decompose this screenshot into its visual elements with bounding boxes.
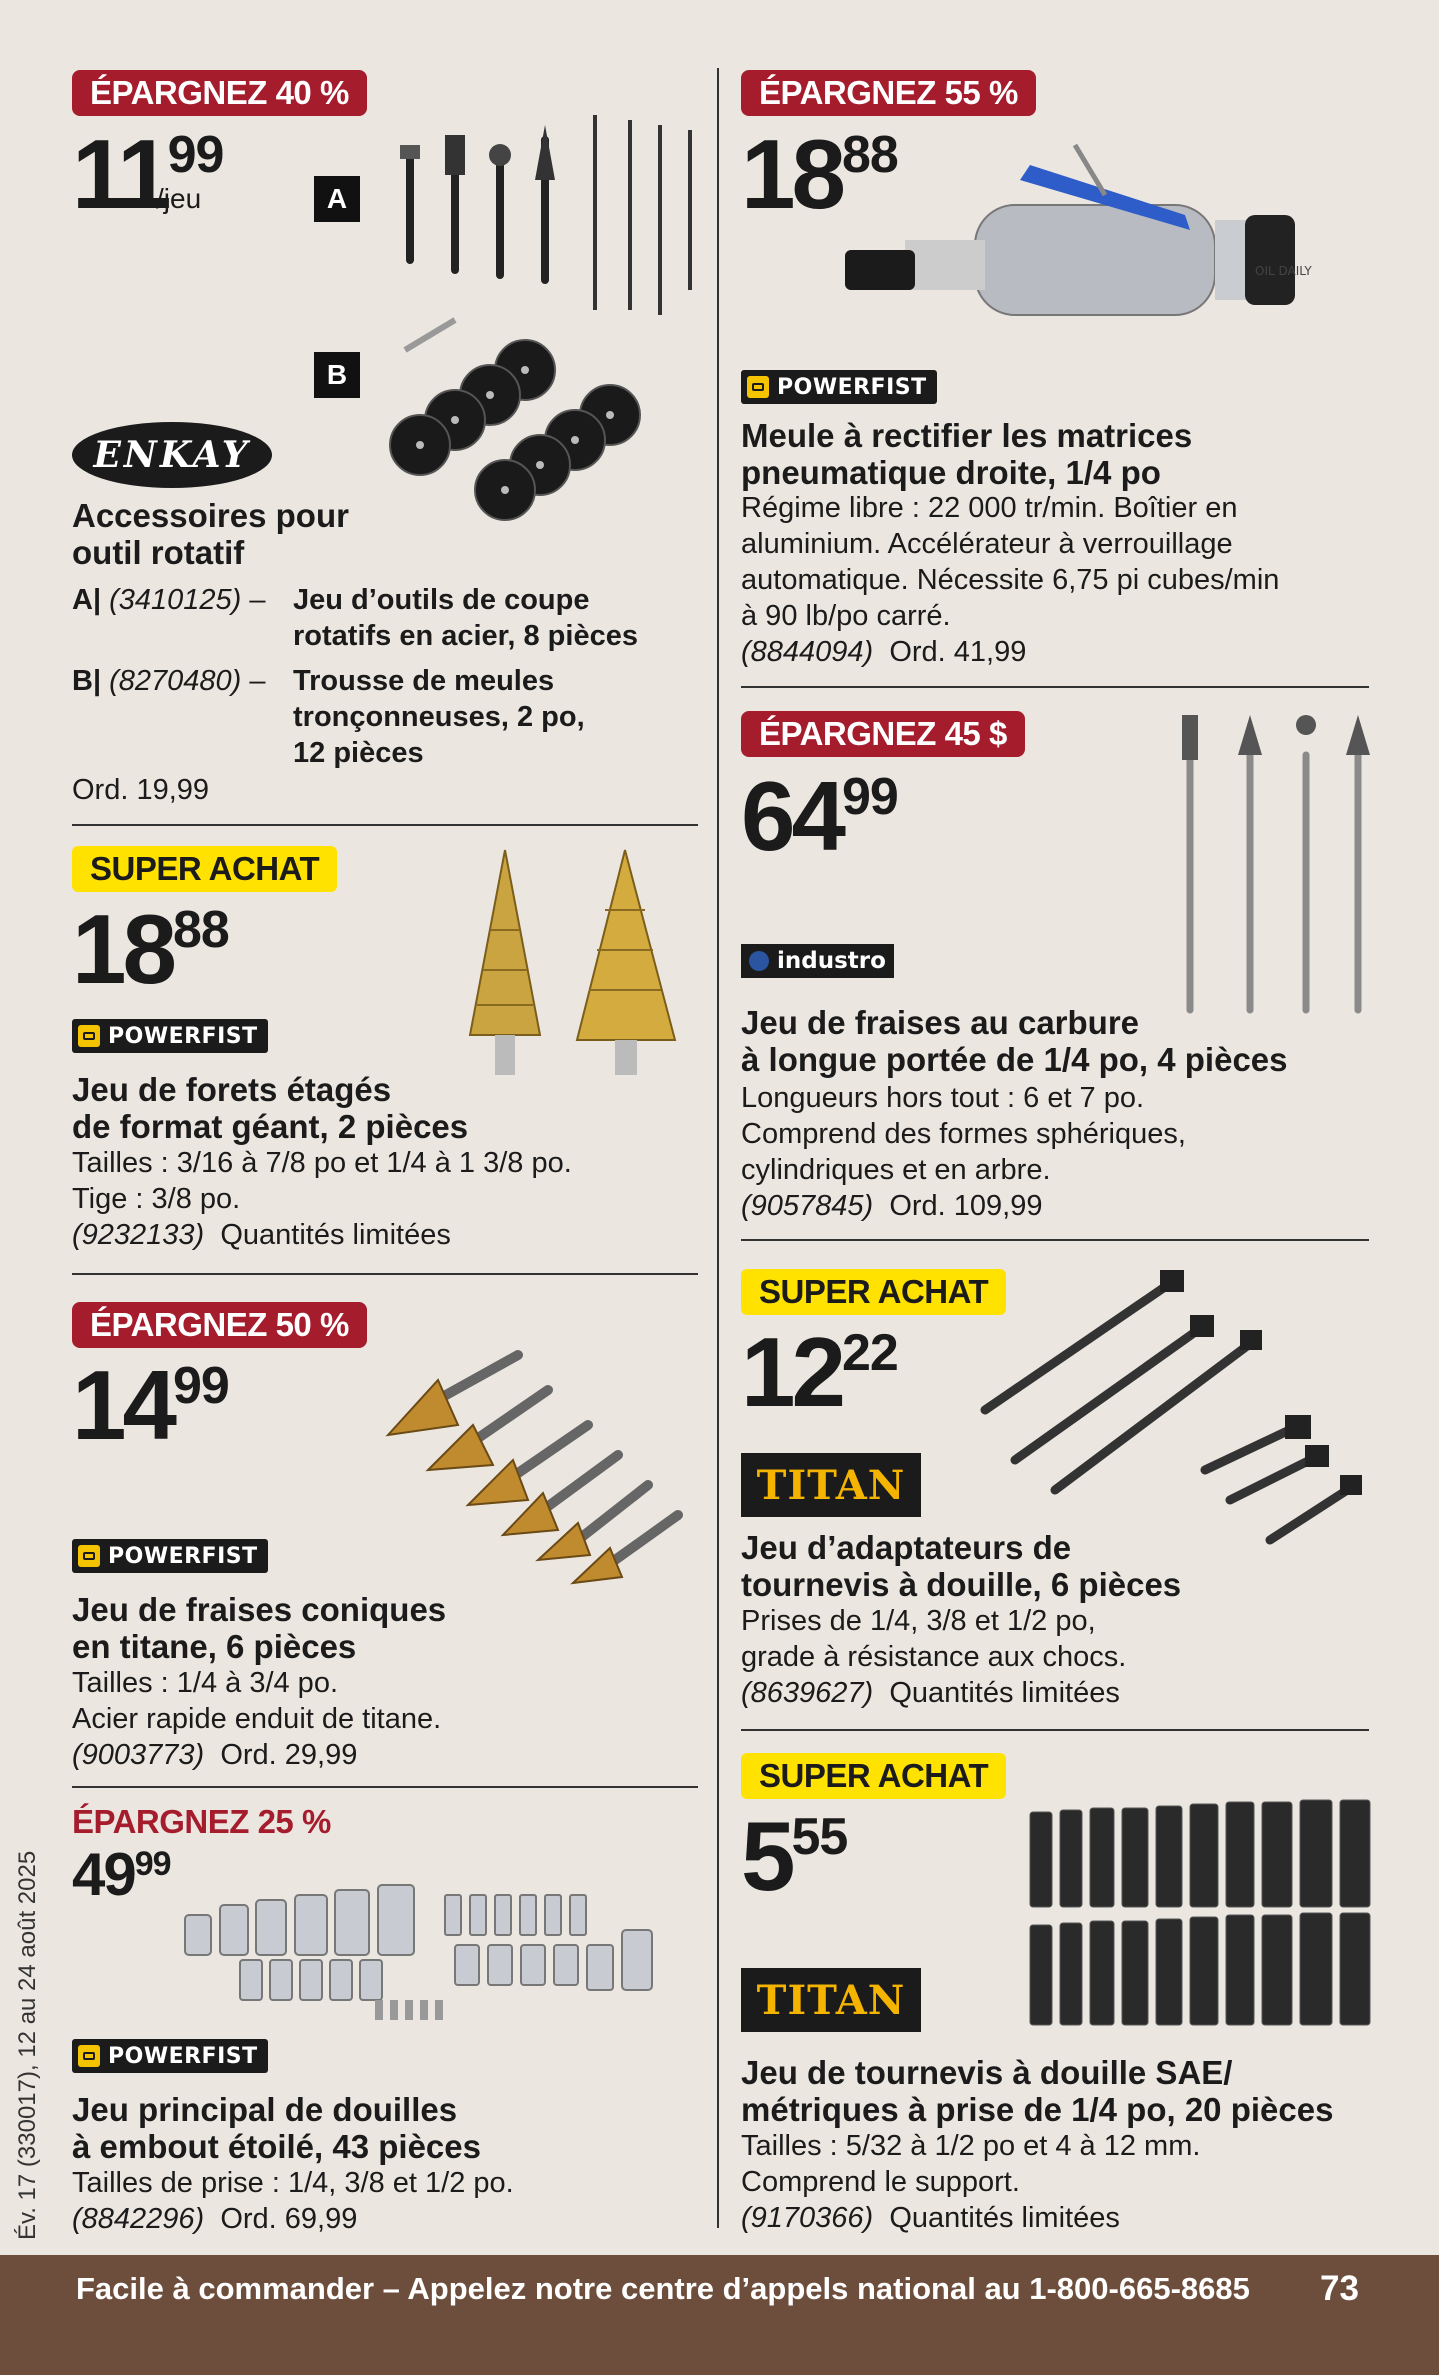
desc-line: Tige : 3/8 po. xyxy=(72,1183,241,1215)
brand-name: POWERFIST xyxy=(777,374,927,400)
option-a-dash: – xyxy=(249,584,266,616)
price-dollars: 64 xyxy=(741,761,843,871)
title-line: métriques à prise de 1/4 po, 20 pièces xyxy=(741,2091,1334,2128)
option-b xyxy=(72,663,702,769)
price xyxy=(72,119,224,229)
step-bits-image xyxy=(465,850,705,1080)
super-buy-badge: SUPER ACHAT xyxy=(741,1753,1006,1799)
desc-line: cylindriques et en arbre. xyxy=(741,1154,1051,1186)
edition-note: Év. 17 (330017), 12 au 24 août 2025 xyxy=(14,1850,41,2240)
price-cents: 88 xyxy=(842,126,898,184)
desc-line: aluminium. Accélérateur à verrouillage xyxy=(741,528,1233,560)
sku: (9057845) xyxy=(741,1190,874,1222)
price-cents: 99 xyxy=(842,768,898,826)
product-description xyxy=(741,490,1371,670)
brand-name: POWERFIST xyxy=(108,1023,258,1049)
title-line: outil rotatif xyxy=(72,534,245,571)
desc-line: Tailles : 5/32 à 1/2 po et 4 à 12 mm. xyxy=(741,2130,1201,2162)
desc-line: Régime libre : 22 000 tr/min. Boîtier en xyxy=(741,492,1238,524)
product-description xyxy=(741,1080,1371,1224)
footer-phone-text[interactable]: Facile à commander – Appelez notre centre d’appels national au 1-800-665-8685 xyxy=(76,2271,1250,2306)
super-buy-badge: SUPER ACHAT xyxy=(741,1269,1006,1315)
desc-line: grade à résistance aux chocs. xyxy=(741,1641,1127,1673)
savings-text: ÉPARGNEZ 25 % xyxy=(72,1803,331,1840)
product-description xyxy=(72,2165,712,2237)
price-cents: 22 xyxy=(842,1324,898,1382)
savings-badge: ÉPARGNEZ 40 % xyxy=(72,70,367,116)
product-title xyxy=(72,2091,481,2165)
product-title xyxy=(741,417,1192,491)
regular-price: Ord. 41,99 xyxy=(889,636,1027,668)
savings-badge: ÉPARGNEZ 55 % xyxy=(741,70,1036,116)
product-description xyxy=(741,2128,1371,2236)
product-description xyxy=(741,1603,1371,1711)
titan-logo: TITAN xyxy=(741,1453,921,1517)
price-cents: 88 xyxy=(173,901,229,959)
price-cents: 99 xyxy=(173,1357,229,1415)
title-line: Meule à rectifier les matrices xyxy=(741,417,1193,454)
product-title xyxy=(741,1529,1181,1603)
price-unit: /jeu xyxy=(156,183,202,214)
divider xyxy=(72,824,698,826)
sku: (8842296) xyxy=(72,2203,205,2235)
price-dollars: 18 xyxy=(72,894,174,1004)
regular-price: Ord. 29,99 xyxy=(220,1739,358,1771)
brand-name: industro xyxy=(777,948,886,974)
sku: (9003773) xyxy=(72,1739,205,1771)
divider xyxy=(741,1729,1369,1731)
sku: (8639627) xyxy=(741,1677,874,1709)
option-b-title: 12 pièces xyxy=(293,737,424,769)
title-line: Jeu de tournevis à douille SAE/ xyxy=(741,2054,1233,2091)
title-line: pneumatique droite, 1/4 po xyxy=(741,454,1161,491)
titan-logo: TITAN xyxy=(741,1968,921,2032)
price-dollars: 14 xyxy=(72,1350,174,1460)
sku: (9170366) xyxy=(741,2202,874,2234)
footer-bar xyxy=(0,2255,1439,2375)
powerfist-logo xyxy=(72,2039,268,2073)
product-title xyxy=(72,497,349,571)
label-a: A xyxy=(314,176,360,222)
option-a xyxy=(72,582,702,652)
availability-note: Quantités limitées xyxy=(889,1677,1120,1709)
carbide-burrs-image xyxy=(1170,710,1370,1020)
column-divider xyxy=(717,68,719,2228)
option-b-title: Trousse de meules xyxy=(293,665,555,697)
sku: (9232133) xyxy=(72,1219,205,1251)
price-cents: 99 xyxy=(134,1845,171,1883)
title-line: tournevis à douille, 6 pièces xyxy=(741,1566,1182,1603)
price xyxy=(741,1317,898,1427)
enkay-logo: ENKAY xyxy=(72,422,272,488)
desc-line: Acier rapide enduit de titane. xyxy=(72,1703,442,1735)
price-cents: 55 xyxy=(791,1808,848,1866)
availability-note: Quantités limitées xyxy=(220,1219,451,1251)
regular-price: Ord. 109,99 xyxy=(889,1190,1043,1222)
title-line: en titane, 6 pièces xyxy=(72,1628,357,1665)
desc-line: Comprend le support. xyxy=(741,2166,1020,2198)
nutsetters-image xyxy=(1025,1800,1370,2030)
price-dollars: 12 xyxy=(741,1317,843,1427)
rotary-bits-image xyxy=(390,110,710,330)
product-title xyxy=(72,1071,468,1145)
page-number: 73 xyxy=(1320,2269,1359,2308)
price xyxy=(741,1801,848,1911)
title-line: à embout étoilé, 43 pièces xyxy=(72,2128,481,2165)
die-grinder-image xyxy=(845,135,1375,355)
title-line: Jeu d’adaptateurs de xyxy=(741,1529,1072,1566)
title-line: Jeu principal de douilles xyxy=(72,2091,458,2128)
divider xyxy=(741,686,1369,688)
desc-line: Tailles de prise : 1/4, 3/8 et 1/2 po. xyxy=(72,2167,514,2199)
option-b-title: tronçonneuses, 2 po, xyxy=(293,701,585,733)
title-line: Jeu de forets étagés xyxy=(72,1071,392,1108)
product-title xyxy=(741,1004,1288,1078)
option-a-sku: (3410125) xyxy=(109,584,242,616)
divider xyxy=(72,1273,698,1275)
industro-logo xyxy=(741,944,894,978)
label-b: B xyxy=(314,352,360,398)
option-a-title: rotatifs en acier, 8 pièces xyxy=(293,620,638,652)
desc-line: Longueurs hors tout : 6 et 7 po. xyxy=(741,1082,1145,1114)
option-b-dash: – xyxy=(249,665,266,697)
title-line: de format géant, 2 pièces xyxy=(72,1108,469,1145)
title-line: à longue portée de 1/4 po, 4 pièces xyxy=(741,1041,1288,1078)
sku: (8844094) xyxy=(741,636,874,668)
powerfist-logo xyxy=(741,370,937,404)
price xyxy=(72,1841,171,1908)
powerfist-logo xyxy=(72,1539,268,1573)
option-a-title: Jeu d’outils de coupe xyxy=(293,584,590,616)
title-line: Jeu de fraises au carbure xyxy=(741,1004,1140,1041)
price-dollars: 49 xyxy=(72,1841,135,1908)
countersinks-image xyxy=(378,1345,698,1595)
desc-line: Comprend des formes sphériques, xyxy=(741,1118,1186,1150)
desc-line: Prises de 1/4, 3/8 et 1/2 po, xyxy=(741,1605,1096,1637)
desc-line: automatique. Nécessite 6,75 pi cubes/min xyxy=(741,564,1280,596)
desc-line: à 90 lb/po carré. xyxy=(741,600,951,632)
divider xyxy=(72,1786,698,1788)
desc-line: Tailles : 1/4 à 3/4 po. xyxy=(72,1667,338,1699)
availability-note: Quantités limitées xyxy=(889,2202,1120,2234)
powerfist-logo xyxy=(72,1019,268,1053)
price xyxy=(741,761,898,871)
option-b-prefix: B| xyxy=(72,665,102,697)
super-buy-badge: SUPER ACHAT xyxy=(72,846,337,892)
savings-badge: ÉPARGNEZ 50 % xyxy=(72,1302,367,1348)
divider xyxy=(741,1239,1369,1241)
product-description xyxy=(72,1665,712,1773)
regular-price: Ord. 69,99 xyxy=(220,2203,358,2235)
title-line: Jeu de fraises coniques xyxy=(72,1591,447,1628)
product-title xyxy=(72,1591,446,1665)
price-dollars: 11 xyxy=(72,119,168,229)
price xyxy=(72,894,229,1004)
regular-price: Ord. 19,99 xyxy=(72,774,210,806)
price-dollars: 18 xyxy=(741,119,843,229)
title-line: Accessoires pour xyxy=(72,497,349,534)
product-description xyxy=(72,1145,712,1253)
grinder-oil-label: OIL DAILY xyxy=(1255,264,1312,278)
price-dollars: 5 xyxy=(741,1801,792,1911)
price-cents: 99 xyxy=(167,126,224,184)
desc-line: Tailles : 3/16 à 7/8 po et 1/4 à 1 3/8 po. xyxy=(72,1147,572,1179)
option-a-prefix: A| xyxy=(72,584,102,616)
option-b-sku: (8270480) xyxy=(109,665,242,697)
socket-adapters-image xyxy=(975,1270,1370,1560)
star-sockets-image xyxy=(180,1875,680,2025)
brand-name: POWERFIST xyxy=(108,2043,258,2069)
savings-badge: ÉPARGNEZ 45 $ xyxy=(741,711,1025,757)
product-title xyxy=(741,2054,1333,2128)
brand-name: POWERFIST xyxy=(108,1543,258,1569)
cutoff-wheels-image xyxy=(385,300,685,540)
price xyxy=(72,1350,229,1460)
